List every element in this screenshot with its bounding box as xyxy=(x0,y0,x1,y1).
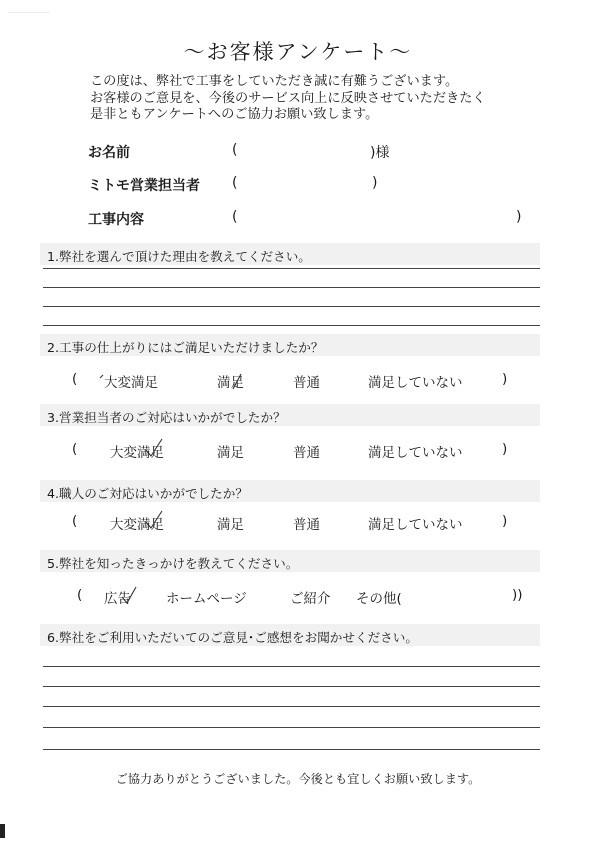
name-label: お名前 xyxy=(88,145,130,161)
question-5-text: 5.弊社を知ったきっかけを教えてください。 xyxy=(47,556,299,571)
work-label: 工事内容 xyxy=(88,212,144,228)
answer-line[interactable] xyxy=(43,686,540,687)
q5-check-mark xyxy=(118,583,142,609)
q3-check-mark xyxy=(140,436,170,462)
name-open-paren: ( xyxy=(232,142,238,158)
option-satisfied[interactable]: 満足 xyxy=(217,375,244,391)
name-close-paren: )様 xyxy=(370,145,390,161)
options-close-paren: )) xyxy=(512,587,523,603)
staff-close-paren: ) xyxy=(372,175,378,191)
options-open-paren: ( xyxy=(72,441,78,457)
option-advertisement[interactable]: 広告 xyxy=(104,591,131,607)
options-close-paren: ) xyxy=(502,371,508,387)
answer-line[interactable] xyxy=(43,749,540,750)
option-not-satisfied[interactable]: 満足していない xyxy=(368,517,463,533)
options-close-paren: ) xyxy=(502,513,508,529)
staff-open-paren: ( xyxy=(232,175,238,191)
options-open-paren: ( xyxy=(72,513,78,529)
work-field[interactable] xyxy=(244,207,514,227)
answer-line[interactable] xyxy=(43,306,540,307)
intro-line: この度は、弊社で工事をしていただき誠に有難うございます。 xyxy=(90,74,459,89)
intro-text xyxy=(90,74,550,124)
question-6-text: 6.弊社をご利用いただいてのご意見･ご感想をお聞かせください。 xyxy=(47,630,418,645)
answer-line[interactable] xyxy=(43,287,540,288)
q2-check-mark xyxy=(95,368,255,392)
question-3-text: 3.営業担当者のご対応はいかがでしたか？ xyxy=(47,410,286,425)
options-open-paren: ( xyxy=(77,587,83,603)
work-close-paren: ) xyxy=(516,209,522,225)
option-average[interactable]: 普通 xyxy=(293,445,320,461)
answer-line[interactable] xyxy=(43,706,540,707)
intro-line: 是非ともアンケートへのご協力お願い致します。 xyxy=(90,107,379,122)
answer-line[interactable] xyxy=(43,268,540,269)
option-not-satisfied[interactable]: 満足していない xyxy=(368,375,463,391)
footer-thanks: ご協力ありがとうございました。今後とも宜しくお願い致します。 xyxy=(115,772,481,786)
work-open-paren: ( xyxy=(232,209,238,225)
option-satisfied[interactable]: 満足 xyxy=(217,517,244,533)
question-1-text: 1.弊社を選んで頂けた理由を教えてください。 xyxy=(47,249,311,264)
options-close-paren: ) xyxy=(502,441,508,457)
answer-line[interactable] xyxy=(43,727,540,728)
name-field[interactable] xyxy=(244,140,368,160)
intro-line: お客様のご意見を、今後のサービス向上に反映させていただきたく xyxy=(90,90,486,106)
q4-check-mark xyxy=(140,508,170,534)
option-referral[interactable]: ご紹介 xyxy=(290,591,331,607)
other-field[interactable] xyxy=(420,585,508,605)
question-4-text: 4.職人のご対応はいかがでしたか？ xyxy=(47,486,248,501)
options-open-paren: ( xyxy=(72,371,78,387)
option-very-satisfied[interactable]: 大変満足 xyxy=(110,517,164,533)
question-2-text: 2.工事の仕上がりにはご満足いただけましたか？ xyxy=(47,340,324,355)
option-not-satisfied[interactable]: 満足していない xyxy=(368,445,463,461)
option-satisfied[interactable]: 満足 xyxy=(217,445,244,461)
answer-line[interactable] xyxy=(43,325,540,326)
staff-field[interactable] xyxy=(244,173,368,193)
option-average[interactable]: 普通 xyxy=(293,375,320,391)
survey-title: 〜お客様アンケート〜 xyxy=(183,40,413,64)
option-average[interactable]: 普通 xyxy=(293,517,320,533)
option-homepage[interactable]: ホームページ xyxy=(166,591,247,607)
scan-edge-mark xyxy=(0,824,5,838)
option-other[interactable]: その他( xyxy=(356,591,402,607)
answer-line[interactable] xyxy=(43,666,540,667)
staff-label: ミトモ営業担当者 xyxy=(88,178,200,194)
option-very-satisfied[interactable]: 大変満足 xyxy=(104,375,158,391)
option-very-satisfied[interactable]: 大変満足 xyxy=(110,445,164,461)
